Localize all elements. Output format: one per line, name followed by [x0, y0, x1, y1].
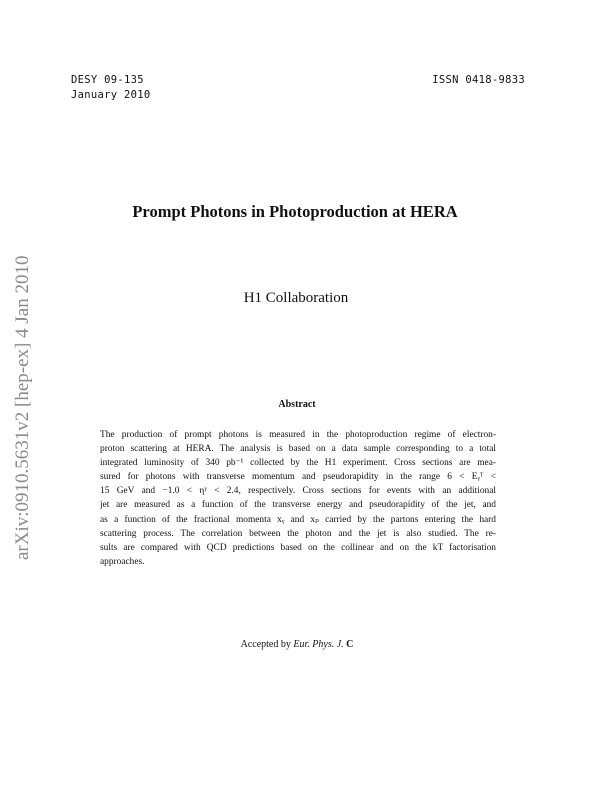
- abstract-line: sults are compared with QCD predictions based on the collinear and on the kT factorisation: [100, 542, 496, 553]
- report-header-left: [71, 73, 150, 103]
- abstract-line: as a function of the fractional momenta xᵧ and xₚ carried by the partons entering the hard: [100, 514, 496, 525]
- journal-section: C: [346, 639, 354, 650]
- abstract-line: sured for photons with transverse momentum and pseudorapidity in the range 6 < Eᵧᵀ <: [100, 472, 496, 483]
- acceptance-note: [0, 639, 594, 650]
- report-date: January 2010: [71, 89, 151, 101]
- collaboration-name: H1 Collaboration: [243, 290, 349, 306]
- abstract-line: integrated luminosity of 340 pb⁻¹ collected by the H1 experiment. Cross sections are mea-: [100, 458, 496, 469]
- abstract-line: 15 GeV and −1.0 < ηᵞ < 2.4, respectively. Cross sections for events with an additional: [100, 486, 496, 497]
- journal-name: Eur. Phys. J.: [293, 639, 344, 650]
- abstract-line: The production of prompt photons is measured in the photoproduction regime of electron-: [100, 430, 496, 440]
- accepted-prefix: Accepted by: [240, 639, 294, 650]
- abstract-line: approaches.: [100, 556, 145, 567]
- abstract-line: proton scattering at HERA. The analysis is based on a data sample corresponding to a total: [100, 444, 496, 455]
- issn-number: ISSN 0418-9833: [432, 74, 525, 86]
- arxiv-stamp: arXiv:0910.5631v2 [hep-ex] 4 Jan 2010: [12, 255, 33, 560]
- abstract-line: scattering process. The correlation between the photon and the jet is also studied. The re-: [100, 528, 496, 539]
- report-number: DESY 09-135: [71, 74, 144, 86]
- paper-title: Prompt Photons in Photoproduction at HERA: [132, 202, 458, 221]
- abstract-line: jet are measured as a function of the transverse energy and pseudorapidity of the jet, and: [100, 500, 496, 511]
- abstract-body: [100, 428, 496, 569]
- abstract-heading: Abstract: [278, 399, 316, 410]
